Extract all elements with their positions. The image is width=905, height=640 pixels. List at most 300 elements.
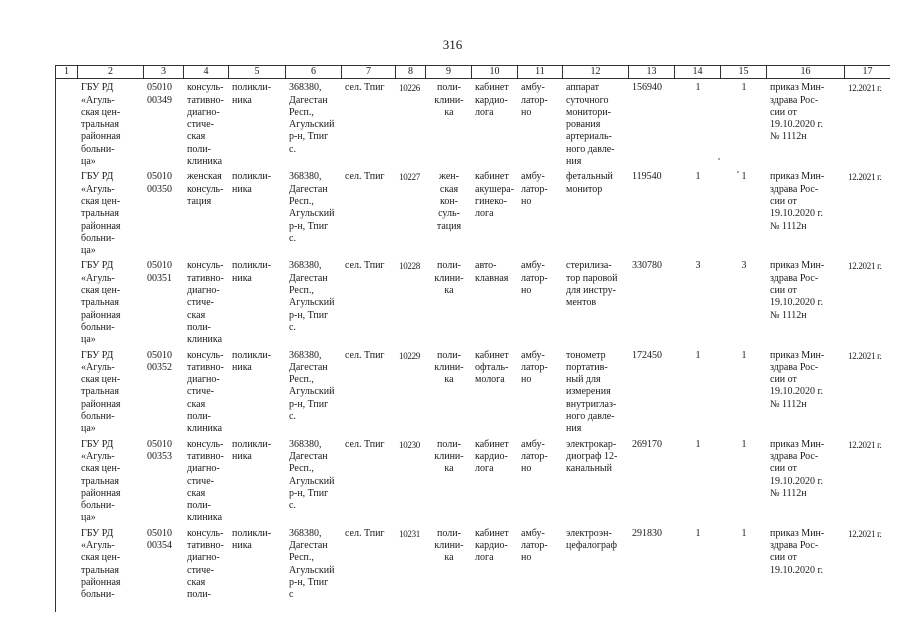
cell-line: 172450 xyxy=(632,349,662,361)
cell-line: женская xyxy=(187,171,222,183)
column-header: 1 xyxy=(56,66,78,79)
cell-line: «Агуль- xyxy=(81,94,115,106)
cell-line: консуль- xyxy=(187,183,224,195)
unit-cell xyxy=(426,347,472,436)
cell-line: тация xyxy=(436,220,462,232)
cell-line: ская цен- xyxy=(81,463,121,475)
table-row xyxy=(56,168,891,257)
institution-cell xyxy=(78,436,144,525)
unit-cell xyxy=(426,168,472,257)
cell-line: 368380, xyxy=(289,82,322,94)
cell-line: кардио- xyxy=(475,539,508,551)
equipment-cell xyxy=(563,79,629,169)
regulation-cell xyxy=(767,79,845,169)
cell-line: приказ Мин- xyxy=(770,260,825,272)
cell-line: клини- xyxy=(434,361,464,373)
cell-line: Дагестан xyxy=(289,272,328,284)
settlement-cell xyxy=(342,79,396,169)
cell-line: «Агуль- xyxy=(81,450,115,462)
cell-line: приказ Мин- xyxy=(770,82,825,94)
code-cell xyxy=(144,168,184,257)
division-cell xyxy=(184,347,229,436)
cell-line: поликли- xyxy=(232,171,272,183)
required-qty-cell xyxy=(675,436,721,525)
regulation-cell xyxy=(767,168,845,257)
cell-line: Агульский xyxy=(289,475,335,487)
settlement-cell xyxy=(342,168,396,257)
cell-line: ГБУ РД xyxy=(81,82,114,94)
cell-line: амбу- xyxy=(521,171,545,183)
address-cell xyxy=(286,525,342,612)
cell-line: 05010 xyxy=(147,527,172,539)
cell-line: ца» xyxy=(81,245,96,257)
address-cell xyxy=(286,436,342,525)
cell-line: № 1112н xyxy=(770,398,807,410)
cell-line: Респ., xyxy=(289,463,314,475)
cell-line: поли- xyxy=(187,500,211,512)
cell-line: 1 xyxy=(695,82,701,94)
scan-speck xyxy=(737,171,739,173)
table-row xyxy=(56,79,891,169)
column-header: 6 xyxy=(286,66,342,79)
row-index-cell xyxy=(56,436,78,525)
planned-qty-cell xyxy=(721,347,767,436)
cell-line: но xyxy=(521,463,532,475)
cell-line: сел. Тпиг xyxy=(345,82,385,94)
cell-line: ный для xyxy=(566,374,601,386)
price-cell xyxy=(629,525,675,612)
cell-line: больни- xyxy=(81,321,115,333)
cell-line: № 1112н xyxy=(770,131,807,143)
cell-line: 12.2021 г. xyxy=(848,172,882,183)
cell-line: электрокар- xyxy=(566,438,617,450)
price-cell xyxy=(629,436,675,525)
room-cell xyxy=(472,436,518,525)
division-cell xyxy=(184,168,229,257)
cell-line: 156940 xyxy=(632,82,662,94)
cell-line: сии от xyxy=(770,195,797,207)
cell-line: консуль- xyxy=(187,438,224,450)
cell-line: поли- xyxy=(437,260,461,272)
cell-line: суточного xyxy=(566,94,609,106)
cell-line: больни- xyxy=(81,232,115,244)
cell-line: поли- xyxy=(187,143,211,155)
cell-line: ца» xyxy=(81,512,96,524)
cell-line: ка xyxy=(444,374,454,386)
cell-line: тативно- xyxy=(187,361,224,373)
cell-line: сел. Тпиг xyxy=(345,260,385,272)
header-row xyxy=(56,66,891,79)
row-index-cell xyxy=(56,168,78,257)
code-cell xyxy=(144,525,184,612)
cell-line: р-н, Тпиг xyxy=(289,220,329,232)
cell-line: поликли- xyxy=(232,349,272,361)
cell-line: Агульский xyxy=(289,297,335,309)
cell-line: консуль- xyxy=(187,349,224,361)
equipment-cell xyxy=(563,525,629,612)
cell-line: поли- xyxy=(437,82,461,94)
cell-line: тральная xyxy=(81,297,119,309)
code-cell xyxy=(144,79,184,169)
cell-line: «Агуль- xyxy=(81,539,115,551)
cell-line: но xyxy=(521,552,532,564)
number-cell xyxy=(396,525,426,612)
cell-line: ного давле- xyxy=(566,143,615,155)
date-cell xyxy=(845,79,891,169)
cell-line: Дагестан xyxy=(289,94,328,106)
cell-line: 10230 xyxy=(399,439,421,450)
cell-line: тативно- xyxy=(187,450,224,462)
equipment-cell xyxy=(563,347,629,436)
column-header: 9 xyxy=(426,66,472,79)
cell-line: здрава Рос- xyxy=(770,539,819,551)
cell-line: Дагестан xyxy=(289,539,328,551)
cell-line: латор- xyxy=(521,183,548,195)
equipment-cell xyxy=(563,436,629,525)
column-header: 11 xyxy=(518,66,563,79)
cell-line: районная xyxy=(81,487,121,499)
cell-line: сии от xyxy=(770,374,797,386)
subdivision-type-cell xyxy=(229,525,286,612)
planned-qty-cell xyxy=(721,257,767,346)
cell-line: латор- xyxy=(521,539,548,551)
cell-line: здрава Рос- xyxy=(770,94,819,106)
table-row xyxy=(56,347,891,436)
required-qty-cell xyxy=(675,79,721,169)
cell-line: 19.10.2020 г. xyxy=(770,119,823,131)
cell-line: Дагестан xyxy=(289,183,328,195)
institution-cell xyxy=(78,257,144,346)
cell-line: кардио- xyxy=(475,450,508,462)
cell-line: ская цен- xyxy=(81,195,121,207)
document-table xyxy=(55,65,890,612)
column-header: 15 xyxy=(721,66,767,79)
date-cell xyxy=(845,347,891,436)
cell-line: здрава Рос- xyxy=(770,272,819,284)
column-header: 10 xyxy=(472,66,518,79)
equipment-cell xyxy=(563,168,629,257)
column-header: 17 xyxy=(845,66,891,79)
cell-line: 19.10.2020 г. xyxy=(770,564,823,576)
cell-line: 12.2021 г. xyxy=(848,528,882,539)
price-cell xyxy=(629,79,675,169)
address-cell xyxy=(286,168,342,257)
cell-line: Респ., xyxy=(289,195,314,207)
cell-line: 10228 xyxy=(399,261,421,272)
price-cell xyxy=(629,257,675,346)
table-body xyxy=(56,79,891,612)
cell-line: Респ., xyxy=(289,552,314,564)
care-form-cell xyxy=(518,168,563,257)
care-form-cell xyxy=(518,257,563,346)
cell-line: кабинет xyxy=(475,527,509,539)
required-qty-cell xyxy=(675,347,721,436)
cell-line: р-н, Тпиг xyxy=(289,487,329,499)
cell-line: кабинет xyxy=(475,438,509,450)
cell-line: консуль- xyxy=(187,527,224,539)
subdivision-type-cell xyxy=(229,168,286,257)
cell-line: сии от xyxy=(770,285,797,297)
cell-line: клини- xyxy=(434,94,464,106)
cell-line: 10229 xyxy=(399,350,421,361)
settlement-cell xyxy=(342,436,396,525)
cell-line: 1 xyxy=(695,438,701,450)
cell-line: клини- xyxy=(434,272,464,284)
cell-line: с. xyxy=(289,232,296,244)
column-header: 3 xyxy=(144,66,184,79)
cell-line: стиче- xyxy=(187,119,214,131)
cell-line: 368380, xyxy=(289,260,322,272)
cell-line: сел. Тпиг xyxy=(345,438,385,450)
cell-line: диагно- xyxy=(187,285,220,297)
cell-line: № 1112н xyxy=(770,487,807,499)
cell-line: 10231 xyxy=(399,528,421,539)
cell-line: 368380, xyxy=(289,171,322,183)
cell-line: ника xyxy=(232,539,252,551)
settlement-cell xyxy=(342,525,396,612)
cell-line: ника xyxy=(232,272,252,284)
number-cell xyxy=(396,347,426,436)
cell-line: «Агуль- xyxy=(81,272,115,284)
cell-line: здрава Рос- xyxy=(770,361,819,373)
care-form-cell xyxy=(518,525,563,612)
row-index-cell xyxy=(56,257,78,346)
room-cell xyxy=(472,525,518,612)
cell-line: лога xyxy=(475,463,494,475)
division-cell xyxy=(184,79,229,169)
code-cell xyxy=(144,257,184,346)
cell-line: аппарат xyxy=(566,82,599,94)
settlement-cell xyxy=(342,257,396,346)
cell-line: ГБУ РД xyxy=(81,349,114,361)
cell-line: р-н, Тпиг xyxy=(289,398,329,410)
cell-line: Дагестан xyxy=(289,361,328,373)
cell-line: латор- xyxy=(521,272,548,284)
required-qty-cell xyxy=(675,525,721,612)
cell-line: диагно- xyxy=(187,552,220,564)
unit-cell xyxy=(426,257,472,346)
room-cell xyxy=(472,257,518,346)
planned-qty-cell xyxy=(721,436,767,525)
cell-line: ская цен- xyxy=(81,552,121,564)
cell-line: но xyxy=(521,195,532,207)
cell-line: клиника xyxy=(187,156,223,168)
cell-line: 368380, xyxy=(289,438,322,450)
cell-line: электроэн- xyxy=(566,527,612,539)
column-header: 16 xyxy=(767,66,845,79)
required-qty-cell xyxy=(675,257,721,346)
cell-line: районная xyxy=(81,131,121,143)
table-row xyxy=(56,525,891,612)
cell-line: кардио- xyxy=(475,94,508,106)
cell-line: № 1112н xyxy=(770,220,807,232)
institution-cell xyxy=(78,525,144,612)
cell-line: с. xyxy=(289,500,296,512)
cell-line: Агульский xyxy=(289,564,335,576)
cell-line: монитор xyxy=(566,183,603,195)
cell-line: ника xyxy=(232,183,252,195)
cell-line: ская xyxy=(187,576,206,588)
cell-line: клиника xyxy=(187,512,223,524)
cell-line: Дагестан xyxy=(289,450,328,462)
cell-line: стерилиза- xyxy=(566,260,612,272)
cell-line: 1 xyxy=(741,527,747,539)
cell-line: ка xyxy=(444,463,454,475)
regulation-cell xyxy=(767,525,845,612)
cell-line: амбу- xyxy=(521,438,545,450)
cell-line: 00350 xyxy=(147,183,172,195)
cell-line: клиника xyxy=(187,334,223,346)
cell-line: тация xyxy=(187,195,212,207)
cell-line: поликли- xyxy=(232,260,272,272)
cell-line: р-н, Тпиг xyxy=(289,576,329,588)
cell-line: ка xyxy=(444,106,454,118)
cell-line: ская xyxy=(187,487,206,499)
cell-line: ного давле- xyxy=(566,411,615,423)
cell-line: ца» xyxy=(81,334,96,346)
cell-line: 10226 xyxy=(399,83,421,94)
cell-line: приказ Мин- xyxy=(770,438,825,450)
room-cell xyxy=(472,79,518,169)
cell-line: ская xyxy=(187,398,206,410)
cell-line: ника xyxy=(232,94,252,106)
cell-line: лога xyxy=(475,208,494,220)
cell-line: артериаль- xyxy=(566,131,612,143)
cell-line: 10227 xyxy=(399,172,421,183)
cell-line: кабинет xyxy=(475,349,509,361)
cell-line: сел. Тпиг xyxy=(345,171,385,183)
cell-line: ская цен- xyxy=(81,285,121,297)
cell-line: амбу- xyxy=(521,260,545,272)
cell-line: ская цен- xyxy=(81,106,121,118)
cell-line: Агульский xyxy=(289,208,335,220)
equipment-cell xyxy=(563,257,629,346)
cell-line: консуль- xyxy=(187,260,224,272)
cell-line: 19.10.2020 г. xyxy=(770,297,823,309)
cell-line: диагно- xyxy=(187,106,220,118)
cell-line: жен- xyxy=(439,171,459,183)
cell-line: ника xyxy=(232,361,252,373)
cell-line: монитори- xyxy=(566,106,611,118)
cell-line: приказ Мин- xyxy=(770,171,825,183)
cell-line: здрава Рос- xyxy=(770,450,819,462)
cell-line: тральная xyxy=(81,208,119,220)
cell-line: 19.10.2020 г. xyxy=(770,208,823,220)
cell-line: 12.2021 г. xyxy=(848,261,882,272)
cell-line: ГБУ РД xyxy=(81,171,114,183)
cell-line: клини- xyxy=(434,450,464,462)
regulation-cell xyxy=(767,257,845,346)
cell-line: 19.10.2020 г. xyxy=(770,386,823,398)
cell-line: клиника xyxy=(187,423,223,435)
cell-line: сел. Тпиг xyxy=(345,349,385,361)
number-cell xyxy=(396,257,426,346)
cell-line: тор паровой xyxy=(566,272,618,284)
planned-qty-cell xyxy=(721,525,767,612)
cell-line: амбу- xyxy=(521,349,545,361)
cell-line: поли- xyxy=(437,527,461,539)
cell-line: 1 xyxy=(695,527,701,539)
cell-line: сии от xyxy=(770,106,797,118)
cell-line: клавная xyxy=(475,272,509,284)
cell-line: амбу- xyxy=(521,82,545,94)
cell-line: Агульский xyxy=(289,386,335,398)
cell-line: ментов xyxy=(566,297,597,309)
cell-line: р-н, Тпиг xyxy=(289,131,329,143)
cell-line: ГБУ РД xyxy=(81,438,114,450)
cell-line: 05010 xyxy=(147,260,172,272)
cell-line: латор- xyxy=(521,94,548,106)
cell-line: ка xyxy=(444,285,454,297)
care-form-cell xyxy=(518,347,563,436)
cell-line: 1 xyxy=(741,82,747,94)
cell-line: с. xyxy=(289,143,296,155)
cell-line: здрава Рос- xyxy=(770,183,819,195)
unit-cell xyxy=(426,79,472,169)
cell-line: консуль- xyxy=(187,82,224,94)
cell-line: тральная xyxy=(81,119,119,131)
date-cell xyxy=(845,257,891,346)
cell-line: больни- xyxy=(81,143,115,155)
cell-line: 291830 xyxy=(632,527,662,539)
cell-line: латор- xyxy=(521,450,548,462)
cell-line: но xyxy=(521,285,532,297)
column-header: 12 xyxy=(563,66,629,79)
cell-line: но xyxy=(521,106,532,118)
cell-line: сии от xyxy=(770,552,797,564)
cell-line: с. xyxy=(289,411,296,423)
number-cell xyxy=(396,168,426,257)
cell-line: молога xyxy=(475,374,505,386)
unit-cell xyxy=(426,525,472,612)
cell-line: 3 xyxy=(695,260,701,272)
cell-line: ская xyxy=(187,309,206,321)
cell-line: поли- xyxy=(187,321,211,333)
cell-line: 00352 xyxy=(147,361,172,373)
cell-line: стиче- xyxy=(187,564,214,576)
cell-line: 330780 xyxy=(632,260,662,272)
cell-line: стиче- xyxy=(187,386,214,398)
cell-line: канальный xyxy=(566,463,612,475)
cell-line: 368380, xyxy=(289,527,322,539)
cell-line: 05010 xyxy=(147,171,172,183)
cell-line: районная xyxy=(81,576,121,588)
cell-line: районная xyxy=(81,220,121,232)
cell-line: ская xyxy=(439,183,459,195)
cell-line: 05010 xyxy=(147,438,172,450)
cell-line: латор- xyxy=(521,361,548,373)
cell-line: 05010 xyxy=(147,82,172,94)
scan-speck xyxy=(718,158,720,160)
cell-line: районная xyxy=(81,398,121,410)
cell-line: тативно- xyxy=(187,539,224,551)
cell-line: стиче- xyxy=(187,475,214,487)
cell-line: 12.2021 г. xyxy=(848,439,882,450)
cell-line: больни- xyxy=(81,589,115,601)
cell-line: «Агуль- xyxy=(81,183,115,195)
number-cell xyxy=(396,79,426,169)
column-header: 14 xyxy=(675,66,721,79)
cell-line: 00351 xyxy=(147,272,172,284)
cell-line: Агульский xyxy=(289,119,335,131)
cell-line: но xyxy=(521,374,532,386)
address-cell xyxy=(286,79,342,169)
cell-line: офталь- xyxy=(475,361,509,373)
cell-line: 1 xyxy=(695,349,701,361)
row-index-cell xyxy=(56,79,78,169)
date-cell xyxy=(845,168,891,257)
cell-line: больни- xyxy=(81,411,115,423)
